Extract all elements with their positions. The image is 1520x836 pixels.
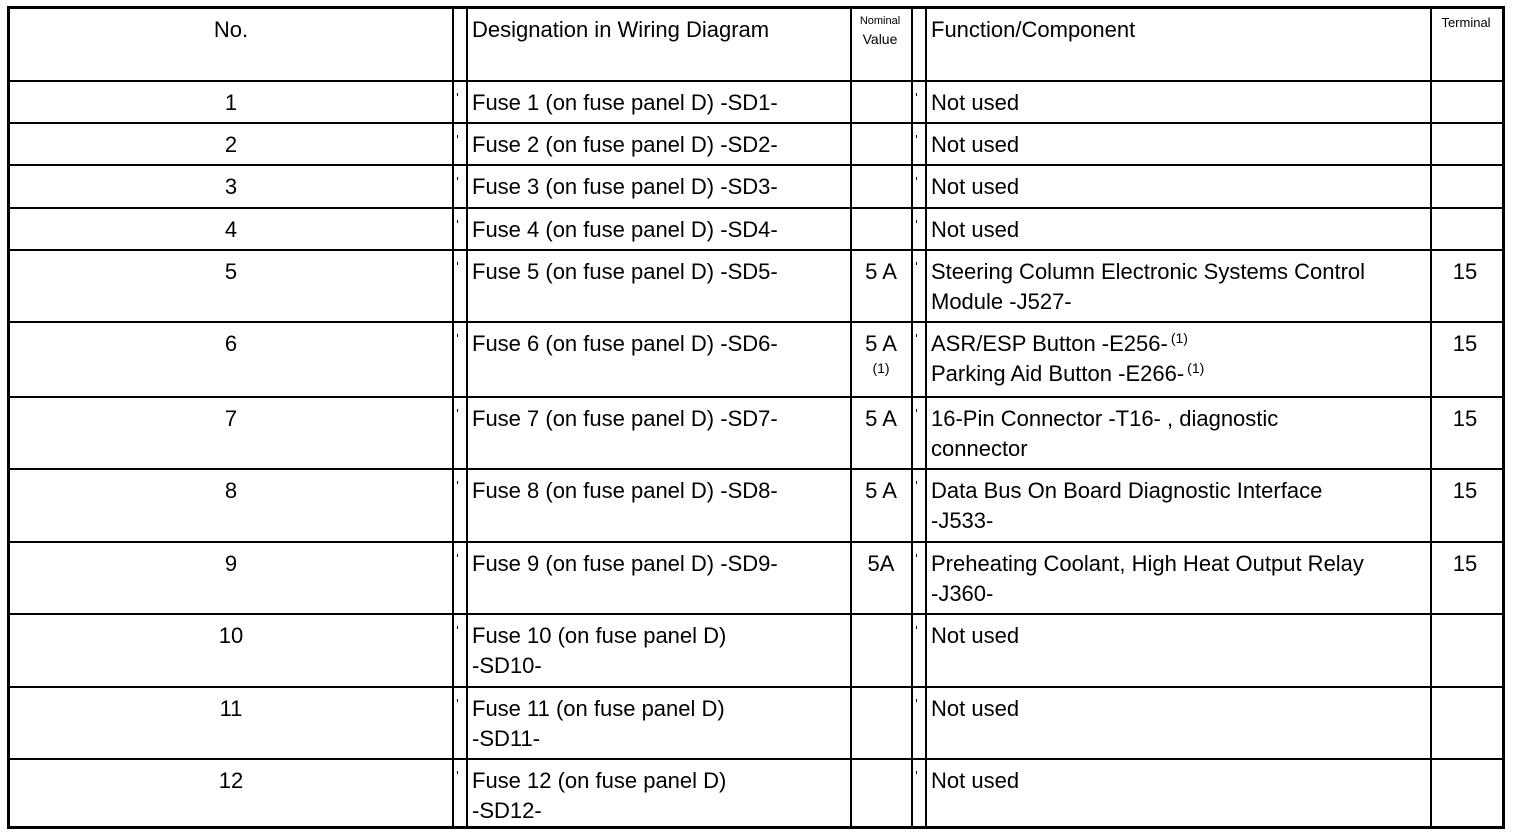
designation-text: Fuse 9 (on fuse panel D) -SD9-	[472, 551, 778, 576]
cell-marker	[916, 334, 917, 337]
function-text	[931, 287, 1072, 317]
designation-text: Fuse 10 (on fuse panel D)	[472, 623, 727, 648]
cell-marker	[916, 177, 917, 180]
function-label: Module -J527-	[931, 289, 1072, 314]
cell-marker	[457, 481, 458, 484]
table-header	[10, 9, 1502, 82]
cell-marker	[916, 409, 917, 412]
cell-marker	[916, 220, 917, 223]
function-text	[931, 506, 993, 536]
table-row	[10, 543, 1502, 615]
designation-text: Fuse 7 (on fuse panel D) -SD7-	[472, 406, 778, 431]
function-text	[931, 88, 1019, 118]
function-text	[931, 621, 1019, 651]
row-number: 1	[224, 90, 238, 115]
row-number: 5	[224, 259, 238, 284]
function-text	[931, 257, 1365, 287]
function-text	[931, 476, 1322, 506]
footnote-ref: (1)	[1187, 360, 1205, 376]
header-nominal-line1: Nominal	[859, 15, 901, 27]
designation-text: Fuse 2 (on fuse panel D) -SD2-	[472, 132, 778, 157]
table-row	[10, 615, 1502, 688]
designation-text: Fuse 4 (on fuse panel D) -SD4-	[472, 217, 778, 242]
designation-text: -SD10-	[472, 653, 542, 678]
nominal-value: 5A	[867, 551, 895, 576]
function-label: connector	[931, 436, 1028, 461]
cell-marker	[916, 554, 917, 557]
function-label: Not used	[931, 696, 1020, 721]
cell-marker	[457, 554, 458, 557]
designation-text: -SD12-	[472, 798, 542, 823]
function-text	[931, 172, 1019, 202]
nominal-value: 5 A	[865, 478, 897, 503]
footnote-ref: (1)	[1170, 330, 1188, 346]
cell-marker	[457, 699, 458, 702]
designation-text: Fuse 12 (on fuse panel D)	[472, 768, 727, 793]
row-number: 11	[219, 696, 243, 721]
function-text	[931, 579, 993, 609]
designation-text: Fuse 5 (on fuse panel D) -SD5-	[472, 259, 778, 284]
function-label: Steering Column Electronic Systems Control	[931, 259, 1366, 284]
cell-marker	[916, 262, 917, 265]
function-text	[931, 404, 1278, 434]
cell-marker	[457, 334, 458, 337]
table-row	[10, 209, 1502, 251]
cell-marker	[457, 135, 458, 138]
function-label: Not used	[931, 174, 1020, 199]
terminal-value: 15	[1452, 406, 1478, 431]
cell-marker	[457, 220, 458, 223]
header-function: Function/Component	[931, 17, 1136, 42]
function-label: Not used	[931, 623, 1020, 648]
cell-marker	[916, 481, 917, 484]
table-row	[10, 470, 1502, 543]
nominal-value: 5 A	[865, 259, 897, 284]
designation-text: Fuse 8 (on fuse panel D) -SD8-	[472, 478, 778, 503]
designation-text: Fuse 11 (on fuse panel D)	[472, 696, 725, 721]
header-terminal: Terminal	[1441, 15, 1491, 30]
function-text	[931, 434, 1028, 464]
designation-text: Fuse 3 (on fuse panel D) -SD3-	[472, 174, 778, 199]
function-label: -J533-	[931, 508, 994, 533]
cell-marker	[916, 135, 917, 138]
function-label: Data Bus On Board Diagnostic Interface	[931, 478, 1323, 503]
terminal-value: 15	[1452, 478, 1478, 503]
function-label: ASR/ESP Button -E256-	[931, 331, 1168, 356]
row-number: 4	[224, 217, 238, 242]
function-text	[931, 694, 1019, 724]
row-number: 8	[224, 478, 238, 503]
fuse-table	[7, 6, 1505, 829]
function-label: Parking Aid Button -E266-	[931, 361, 1185, 386]
header-nominal-value	[851, 14, 909, 49]
cell-marker	[916, 699, 917, 702]
nominal-value: 5 A	[865, 331, 897, 356]
table-row	[10, 760, 1502, 826]
row-number: 10	[218, 623, 244, 648]
table-row	[10, 124, 1502, 166]
cell-marker	[457, 626, 458, 629]
row-number: 7	[224, 406, 238, 431]
table-row	[10, 688, 1502, 760]
function-label: Not used	[931, 90, 1020, 115]
header-designation: Designation in Wiring Diagram	[472, 17, 770, 42]
row-number: 2	[224, 132, 238, 157]
function-label: 16-Pin Connector -T16- , diagnostic	[931, 406, 1279, 431]
table-row	[10, 82, 1502, 124]
row-number: 12	[218, 768, 244, 793]
terminal-value: 15	[1452, 331, 1478, 356]
table-row	[10, 398, 1502, 470]
cell-marker	[457, 771, 458, 774]
cell-marker	[916, 626, 917, 629]
function-text	[931, 215, 1019, 245]
cell-marker	[916, 771, 917, 774]
function-text	[931, 329, 1188, 361]
cell-marker	[457, 262, 458, 265]
function-label: Not used	[931, 217, 1020, 242]
cell-marker	[457, 93, 458, 96]
cell-marker	[457, 177, 458, 180]
function-text	[931, 130, 1019, 160]
header-nominal-line2: Value	[862, 31, 898, 47]
function-text	[931, 766, 1019, 796]
terminal-value: 15	[1452, 551, 1478, 576]
row-number: 3	[224, 174, 238, 199]
designation-text: Fuse 1 (on fuse panel D) -SD1-	[472, 90, 778, 115]
table-row	[10, 166, 1502, 209]
header-no: No.	[213, 17, 249, 42]
table-row	[10, 251, 1502, 323]
function-label: Not used	[931, 768, 1020, 793]
nominal-value: 5 A	[865, 406, 897, 431]
table-row	[10, 323, 1502, 398]
terminal-value: 15	[1452, 259, 1478, 284]
row-number: 9	[224, 551, 238, 576]
function-label: -J360-	[931, 581, 994, 606]
row-number: 6	[224, 331, 238, 356]
function-text	[931, 359, 1204, 391]
function-label: Not used	[931, 132, 1020, 157]
cell-marker	[916, 93, 917, 96]
designation-text: Fuse 6 (on fuse panel D) -SD6-	[472, 331, 778, 356]
nominal-value-note: (1)	[872, 360, 890, 376]
cell-marker	[457, 409, 458, 412]
function-text	[931, 549, 1364, 579]
function-label: Preheating Coolant, High Heat Output Relay	[931, 551, 1364, 576]
designation-text: -SD11-	[472, 726, 541, 751]
